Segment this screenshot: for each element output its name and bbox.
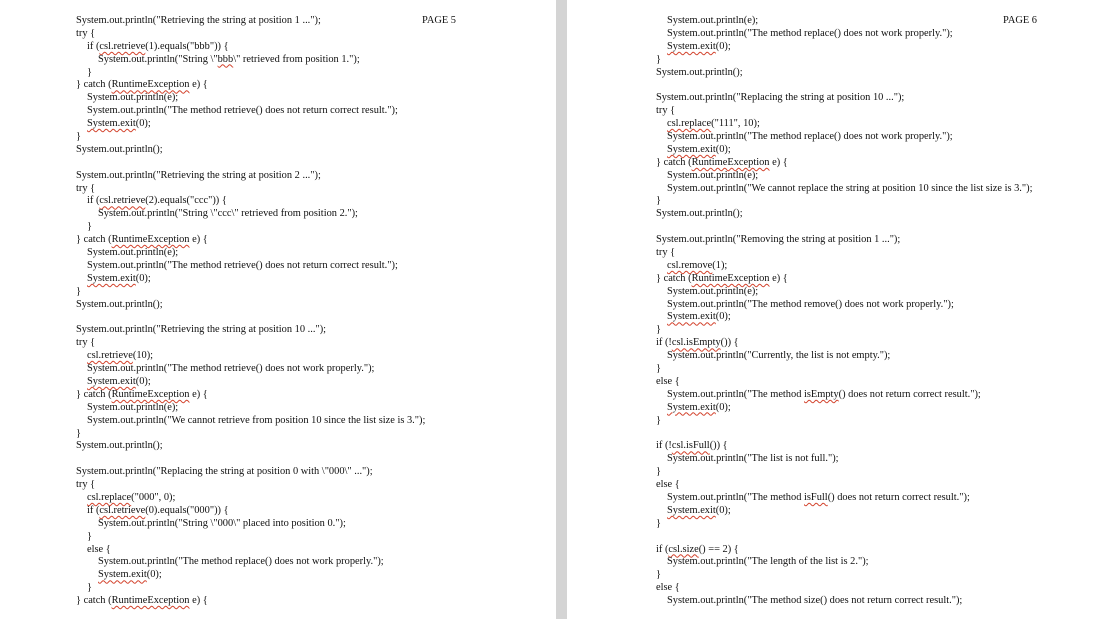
code-line — [76, 518, 425, 531]
code-line — [76, 595, 425, 608]
code-text: (10); — [132, 350, 154, 362]
code-text: e) { — [189, 595, 208, 607]
code-line — [656, 195, 1032, 208]
code-line — [76, 428, 425, 441]
code-line — [656, 247, 1032, 260]
code-line — [656, 415, 1032, 428]
code-text: System.out.println(); — [656, 66, 743, 78]
code-line — [76, 260, 425, 273]
spellcheck-flagged-word: csl.retrieve — [99, 504, 146, 516]
code-line — [656, 28, 1032, 41]
code-text: System.out.println("Retrieving the string at position 2 ..."); — [76, 169, 321, 181]
code-block — [76, 15, 425, 608]
code-text: e) { — [769, 156, 788, 168]
code-text: () == 2) { — [698, 543, 739, 555]
code-line — [656, 183, 1032, 196]
code-text: } — [656, 324, 661, 336]
code-text: } — [87, 530, 92, 542]
code-text: else { — [656, 375, 680, 387]
spellcheck-flagged-word: csl.remove — [667, 259, 713, 271]
blank-line — [76, 311, 425, 324]
code-text: System.out.println(e); — [87, 247, 179, 259]
page-gutter — [556, 0, 567, 619]
code-line — [656, 157, 1032, 170]
code-text: if ( — [87, 504, 100, 516]
spellcheck-flagged-word: System.exit — [667, 311, 716, 323]
spellcheck-flagged-word: System.exit — [667, 504, 716, 516]
page-number-label: PAGE 5 — [422, 15, 456, 26]
code-line — [76, 531, 425, 544]
spellcheck-flagged-word: isFull — [804, 491, 828, 503]
spellcheck-flagged-word: RuntimeException — [111, 234, 190, 246]
code-line — [76, 183, 425, 196]
code-text: (0); — [715, 311, 731, 323]
code-text: } — [656, 53, 661, 65]
code-text: System.out.println(e); — [667, 15, 759, 26]
code-line — [656, 479, 1032, 492]
code-line — [76, 41, 425, 54]
code-line — [656, 402, 1032, 415]
code-line — [76, 247, 425, 260]
code-text: System.out.println("The method — [667, 388, 804, 400]
document-page-6 — [567, 0, 1120, 619]
code-text: System.out.println(); — [656, 208, 743, 220]
code-text: (0); — [715, 40, 731, 52]
code-text: } — [656, 517, 661, 529]
code-line — [76, 92, 425, 105]
code-line — [656, 273, 1032, 286]
code-line — [76, 299, 425, 312]
code-text: System.out.println(); — [76, 143, 163, 155]
blank-line — [76, 157, 425, 170]
code-text: (2).equals("ccc")) { — [145, 195, 227, 207]
code-text: (0); — [715, 143, 731, 155]
code-line — [76, 363, 425, 376]
code-text: } — [656, 363, 661, 375]
code-text: if (! — [656, 337, 672, 349]
code-line — [76, 569, 425, 582]
code-text: System.out.println("The method replace() does not work properly."); — [667, 131, 953, 143]
code-text: System.out.println("Currently, the list is not empty."); — [667, 350, 891, 362]
code-line — [656, 466, 1032, 479]
spellcheck-flagged-word: System.exit — [87, 118, 136, 130]
code-text: System.out.println("The method retrieve() does not return correct result."); — [87, 259, 398, 271]
code-line — [656, 92, 1032, 105]
code-text: } — [656, 569, 661, 581]
code-text: (0); — [135, 375, 151, 387]
code-text: } catch ( — [656, 272, 692, 284]
code-text: System.out.println("String \"ccc\" retrieved from position 2."); — [98, 208, 358, 220]
spellcheck-flagged-word: System.exit — [667, 143, 716, 155]
code-line — [76, 556, 425, 569]
code-text: } catch ( — [76, 595, 112, 607]
code-line — [656, 453, 1032, 466]
code-text: System.out.println("The method remove() does not work properly."); — [667, 298, 954, 310]
code-line — [76, 234, 425, 247]
code-line — [76, 54, 425, 67]
code-text: if ( — [87, 195, 100, 207]
code-text: e) { — [189, 388, 208, 400]
code-text: } — [87, 221, 92, 233]
spellcheck-flagged-word: csl.retrieve — [99, 195, 146, 207]
document-page-5 — [0, 0, 556, 619]
spellcheck-flagged-word: csl.isEmpty — [671, 337, 721, 349]
code-line — [656, 67, 1032, 80]
code-line — [656, 363, 1032, 376]
code-line — [76, 28, 425, 41]
blank-line — [656, 79, 1032, 92]
code-line — [76, 337, 425, 350]
code-line — [656, 105, 1032, 118]
code-text: } — [656, 195, 661, 207]
code-line — [656, 440, 1032, 453]
code-text: System.out.println("Removing the string at position 1 ..."); — [656, 234, 901, 246]
code-text: e) { — [189, 79, 208, 91]
code-line — [656, 15, 1032, 28]
code-line — [76, 376, 425, 389]
code-text: try { — [656, 105, 676, 117]
code-line — [656, 299, 1032, 312]
code-text: System.out.println("The method retrieve() does not work properly."); — [87, 363, 375, 375]
spellcheck-flagged-word: csl.retrieve — [87, 350, 133, 362]
code-line — [76, 466, 425, 479]
code-line — [656, 311, 1032, 324]
code-line — [656, 324, 1032, 337]
spellcheck-flagged-word: csl.isFull — [671, 440, 710, 452]
code-text: } — [656, 414, 661, 426]
blank-line — [656, 428, 1032, 441]
blank-line — [76, 453, 425, 466]
code-text: System.out.println(); — [76, 298, 163, 310]
code-text: System.out.println("The method replace() does not work properly."); — [667, 27, 953, 39]
code-line — [656, 131, 1032, 144]
code-text: System.out.println("String \"000\" placed into position 0."); — [98, 517, 346, 529]
code-text: (0); — [715, 401, 731, 413]
code-text: System.out.println(); — [76, 440, 163, 452]
code-text: (0); — [135, 272, 151, 284]
code-line — [656, 41, 1032, 54]
code-text: System.out.println("The length of the list is 2."); — [667, 556, 869, 568]
spellcheck-flagged-word: System.exit — [87, 272, 136, 284]
code-line — [76, 15, 425, 28]
code-text: ("000", 0); — [131, 491, 176, 503]
spellcheck-flagged-word: System.exit — [667, 401, 716, 413]
code-text: } — [76, 427, 81, 439]
code-line — [656, 569, 1032, 582]
code-text: ()) { — [709, 440, 728, 452]
code-text: System.out.println("The method replace() does not work properly."); — [98, 556, 384, 568]
spellcheck-flagged-word: csl.replace — [667, 118, 712, 130]
code-text: System.out.println("Retrieving the string at position 1 ..."); — [76, 15, 321, 26]
code-text: System.out.println("We cannot retrieve from position 10 since the list size is 3."); — [87, 414, 426, 426]
code-line — [656, 544, 1032, 557]
code-text: System.out.println(e); — [87, 401, 179, 413]
code-text: try { — [76, 337, 96, 349]
code-line — [656, 208, 1032, 221]
code-text: (0); — [146, 569, 162, 581]
code-text: if (! — [656, 440, 672, 452]
code-text: e) { — [769, 272, 788, 284]
code-line — [76, 350, 425, 363]
code-line — [76, 544, 425, 557]
code-line — [76, 286, 425, 299]
code-text: System.out.println(e); — [667, 169, 759, 181]
code-text: System.out.println("String \" — [98, 53, 218, 65]
code-text: else { — [656, 582, 680, 594]
code-line — [76, 144, 425, 157]
code-block — [656, 15, 1032, 608]
code-line — [656, 518, 1032, 531]
code-line — [76, 479, 425, 492]
spellcheck-flagged-word: System.exit — [87, 375, 136, 387]
spellcheck-flagged-word: bbb — [217, 53, 234, 65]
code-text: System.out.println("The method — [667, 491, 804, 503]
code-text: (1); — [712, 259, 728, 271]
code-line — [656, 582, 1032, 595]
code-text: } — [87, 582, 92, 594]
code-text: System.out.println("Replacing the string at position 0 with \"000\" ..."); — [76, 466, 373, 478]
code-text: () does not return correct result."); — [838, 388, 981, 400]
code-line — [76, 118, 425, 131]
code-line — [656, 286, 1032, 299]
code-line — [656, 389, 1032, 402]
spellcheck-flagged-word: csl.size — [668, 543, 699, 555]
code-text: (0); — [715, 504, 731, 516]
spellcheck-flagged-word: RuntimeException — [111, 388, 190, 400]
code-line — [656, 350, 1032, 363]
code-text: try { — [76, 182, 96, 194]
code-text: (0).equals("000")) { — [145, 504, 229, 516]
code-text: System.out.println(e); — [667, 285, 759, 297]
code-line — [76, 415, 425, 428]
code-text: } — [76, 131, 81, 143]
code-text: (0); — [135, 118, 151, 130]
code-text: if ( — [87, 40, 100, 52]
code-text: } catch ( — [76, 388, 112, 400]
code-line — [76, 440, 425, 453]
code-text: System.out.println(e); — [87, 92, 179, 104]
code-line — [76, 389, 425, 402]
code-line — [76, 131, 425, 144]
code-text: (1).equals("bbb")) { — [145, 40, 229, 52]
code-text: } — [76, 285, 81, 297]
code-text: } catch ( — [656, 156, 692, 168]
code-line — [656, 260, 1032, 273]
code-line — [656, 144, 1032, 157]
code-text: try { — [76, 479, 96, 491]
code-line — [76, 273, 425, 286]
code-line — [656, 54, 1032, 67]
code-line — [656, 492, 1032, 505]
code-text: ("111", 10); — [711, 118, 760, 130]
code-line — [76, 67, 425, 80]
code-text: else { — [87, 543, 111, 555]
code-text: try { — [76, 27, 96, 39]
code-line — [76, 505, 425, 518]
code-text: if ( — [656, 543, 669, 555]
code-text: System.out.println("The method size() does not return correct result."); — [667, 595, 963, 607]
code-line — [76, 221, 425, 234]
spellcheck-flagged-word: RuntimeException — [691, 156, 770, 168]
code-line — [656, 556, 1032, 569]
spellcheck-flagged-word: RuntimeException — [111, 595, 190, 607]
spellcheck-flagged-word: csl.replace — [87, 491, 132, 503]
code-line — [76, 208, 425, 221]
code-line — [656, 170, 1032, 183]
code-line — [76, 402, 425, 415]
code-line — [656, 337, 1032, 350]
spellcheck-flagged-word: System.exit — [98, 569, 147, 581]
code-line — [76, 195, 425, 208]
code-text: } — [656, 466, 661, 478]
code-line — [76, 105, 425, 118]
code-text: System.out.println("The method retrieve() does not return correct result."); — [87, 105, 398, 117]
code-text: () does not return correct result."); — [827, 491, 970, 503]
code-line — [656, 118, 1032, 131]
code-line — [76, 582, 425, 595]
code-text: } catch ( — [76, 79, 112, 91]
spellcheck-flagged-word: RuntimeException — [111, 79, 190, 91]
code-text: System.out.println("The list is not full."); — [667, 453, 839, 465]
spellcheck-flagged-word: isEmpty — [804, 388, 839, 400]
code-text: ()) { — [720, 337, 739, 349]
code-text: } — [87, 66, 92, 78]
code-text: System.out.println("Retrieving the string at position 10 ..."); — [76, 324, 327, 336]
code-text: \" retrieved from position 1."); — [233, 53, 360, 65]
code-line — [76, 170, 425, 183]
code-text: try { — [656, 247, 676, 259]
page-number-label: PAGE 6 — [1003, 15, 1037, 26]
code-line — [656, 376, 1032, 389]
code-text: else { — [656, 479, 680, 491]
blank-line — [656, 531, 1032, 544]
code-line — [76, 492, 425, 505]
spellcheck-flagged-word: csl.retrieve — [99, 40, 146, 52]
spellcheck-flagged-word: RuntimeException — [691, 272, 770, 284]
code-line — [76, 324, 425, 337]
blank-line — [656, 221, 1032, 234]
code-text: System.out.println("Replacing the string at position 10 ..."); — [656, 92, 905, 104]
code-line — [656, 234, 1032, 247]
code-line — [656, 505, 1032, 518]
spellcheck-flagged-word: System.exit — [667, 40, 716, 52]
code-line — [656, 595, 1032, 608]
code-text: e) { — [189, 234, 208, 246]
code-line — [76, 79, 425, 92]
code-text: } catch ( — [76, 234, 112, 246]
code-text: System.out.println("We cannot replace the string at position 10 since the list size is 3."); — [667, 182, 1033, 194]
